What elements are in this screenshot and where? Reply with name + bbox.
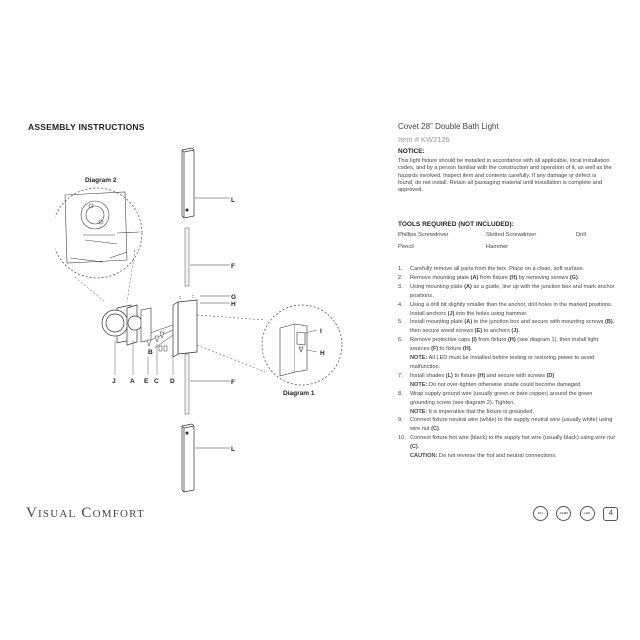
tool-item: Hammer: [486, 244, 509, 250]
led-icon: LED: [580, 506, 595, 521]
step-text: .: [470, 346, 473, 353]
product-title: Covet 28" Double Bath Light: [398, 122, 499, 131]
step-part-ref: (A): [464, 319, 473, 326]
step-number: 6.: [398, 337, 403, 344]
step-text: Do not reverse the hot and neutral connections.: [437, 453, 557, 460]
damp-rated-icon: DAMP: [556, 506, 571, 521]
step-part-ref: (I): [471, 337, 477, 344]
top-light-source: [185, 228, 189, 286]
step-part-ref: (F): [431, 346, 439, 353]
bulb-count-icon: 4: [603, 507, 618, 521]
step-text: Connect fixture hot wire (black) to the supply hot wire (usually black) using wire nut: [410, 435, 615, 442]
tool-item: Phillips Screwdriver: [398, 232, 449, 238]
step-number: 2.: [398, 274, 403, 281]
part-label-a: A: [130, 378, 135, 385]
step-text: as a guide, line up with the junction box and mark anchor positions.: [410, 283, 615, 299]
part-label-h: H: [231, 301, 236, 308]
step-part-ref: NOTE:: [410, 381, 428, 388]
etl-listed-icon: ETL: [533, 506, 548, 521]
step-number: 10.: [398, 435, 406, 442]
step-item: [398, 318, 616, 336]
step-text: into the holes using hammer.: [454, 310, 528, 317]
step-text: : It is imperative that the fixture is grounded.: [425, 408, 535, 415]
step-part-ref: (L): [445, 372, 453, 379]
step-text: Remove protective caps: [410, 337, 472, 344]
item-number: Item # KW2126: [398, 135, 450, 144]
assembly-diagram: [55, 140, 345, 500]
step-text: .: [438, 426, 441, 433]
tool-item: Pencil: [398, 244, 414, 250]
step-part-ref: (H): [462, 346, 471, 353]
assembly-instructions-heading: ASSEMBLY INSTRUCTIONS: [28, 122, 145, 132]
step-part-ref: (J): [447, 310, 455, 317]
step-number: 1.: [398, 266, 403, 272]
step-part-ref: (A): [470, 274, 479, 281]
step-part-ref: (H): [509, 274, 518, 281]
diagram-2-label: Diagram 2: [85, 177, 117, 184]
step-text: to fixture: [438, 346, 463, 353]
step-text: Carefully remove all parts from the box. Place on a clean, soft surface.: [410, 266, 585, 272]
step-text: from fixture: [476, 337, 508, 344]
step-part-ref: CAUTION:: [410, 453, 438, 460]
tool-item: Slotted Screwdriver: [486, 232, 537, 238]
step-text: .: [518, 328, 520, 335]
part-label-g: G: [231, 294, 237, 301]
step-text: , then secure wood screws: [410, 319, 615, 335]
part-label-h-detail: H: [320, 350, 325, 357]
step-item: [398, 390, 616, 417]
part-label-f-top: F: [231, 263, 235, 270]
notice-body: This light fixture should be installed in accordance with all applicable, local installation codes, and by a person familiar with the construction and operation of it, as well as the hazards involved. Inspect item and contents carefully. If any damage or defect is found, do not install. Retain all packaging material until installation is complete and approved.: [398, 158, 612, 194]
step-text: to the junction box and secure with mounting screws: [472, 319, 605, 326]
step-part-ref: (C): [431, 426, 439, 433]
step-part-ref: (J): [511, 328, 519, 335]
step-number: 9.: [398, 417, 403, 424]
step-note: [410, 354, 616, 372]
step-text: .: [577, 274, 580, 281]
part-label-l-bottom: L: [231, 446, 235, 453]
step-item: [398, 416, 616, 434]
part-label-l-top: L: [231, 197, 235, 204]
diagram-1-label: Diagram 1: [283, 390, 315, 397]
diagram-2-mounting-plate: [65, 192, 140, 263]
tools-heading: TOOLS REQUIRED (NOT INCLUDED):: [398, 221, 514, 228]
step-part-ref: NOTE:: [410, 355, 428, 362]
part-label-f-bottom: F: [231, 379, 235, 386]
mounting-plate: [141, 308, 151, 342]
step-text: Using mounting plate: [410, 283, 465, 290]
part-label-i: I: [320, 328, 322, 335]
certification-icons: [533, 505, 618, 523]
step-number: 7.: [398, 372, 403, 379]
step-note: [410, 381, 616, 390]
step-item: [398, 301, 616, 319]
step-text: by removing screws: [517, 274, 570, 281]
step-part-ref: (A): [464, 283, 472, 290]
bottom-light-source: [185, 354, 189, 414]
step-part-ref: (D): [546, 372, 555, 379]
step-item: [398, 283, 616, 301]
step-part-ref: (E): [474, 328, 483, 335]
bottom-shade: [182, 424, 194, 492]
step-text: to fixture: [452, 372, 478, 379]
step-note: [410, 408, 616, 417]
step-part-ref: (H): [507, 337, 516, 344]
part-label-b: B: [148, 349, 153, 356]
brand-logo: Visual Comfort: [26, 505, 145, 521]
step-item: [398, 372, 616, 390]
step-text: .: [417, 444, 420, 451]
step-part-ref: (B): [604, 319, 613, 326]
step-item: [398, 274, 616, 283]
part-label-d: D: [170, 378, 175, 385]
step-text: (see diagram 1), then install light sources: [410, 337, 599, 353]
step-item: [398, 265, 616, 274]
step-number: 4.: [398, 301, 403, 308]
step-item: [398, 434, 616, 461]
notice-heading: NOTICE:: [398, 148, 425, 155]
step-text: Using a drill bit slightly smaller than the anchor, drill holes in the marked positions. Install anchors: [410, 301, 613, 317]
step-number: 8.: [398, 390, 403, 397]
part-label-e: E: [144, 378, 149, 385]
junction-box: [102, 305, 142, 345]
step-text: Connect fixture neutral wire (white) to the supply neutral wire (usually white) using wire nut: [410, 417, 613, 433]
step-text: Install shades: [410, 372, 446, 379]
step-note: [410, 452, 616, 461]
step-number: 5.: [398, 319, 403, 326]
step-text: Install mounting plate: [410, 319, 465, 326]
step-text: and secure with screws: [485, 372, 547, 379]
step-part-ref: (G): [569, 274, 578, 281]
step-text: Do not over-tighten otherwise shade could become damaged.: [427, 381, 582, 388]
fixture-backplate: [173, 295, 197, 357]
part-label-c: C: [154, 378, 159, 385]
step-part-ref: (C): [410, 444, 418, 451]
step-text: Remove mounting plate: [410, 274, 471, 281]
step-text: from fixture: [478, 274, 510, 281]
step-item: [398, 336, 616, 372]
assembly-steps: [398, 265, 616, 461]
tool-item: Drill: [576, 232, 586, 238]
step-text: Wrap supply ground wire (usually green or bare copper) around the green grounding screw (see diagram 2). Tighten.: [410, 390, 593, 406]
step-part-ref: NOTE: [410, 408, 426, 415]
step-number: 3.: [398, 283, 403, 290]
step-part-ref: (H): [477, 372, 486, 379]
step-text: to anchors: [482, 328, 512, 335]
diagram-1-fixture-detail: [280, 324, 307, 376]
part-label-j: J: [112, 378, 116, 385]
step-text: All LED must be installed before testing or restoring power to avoid malfunction.: [410, 355, 595, 370]
top-shade: [182, 148, 194, 218]
